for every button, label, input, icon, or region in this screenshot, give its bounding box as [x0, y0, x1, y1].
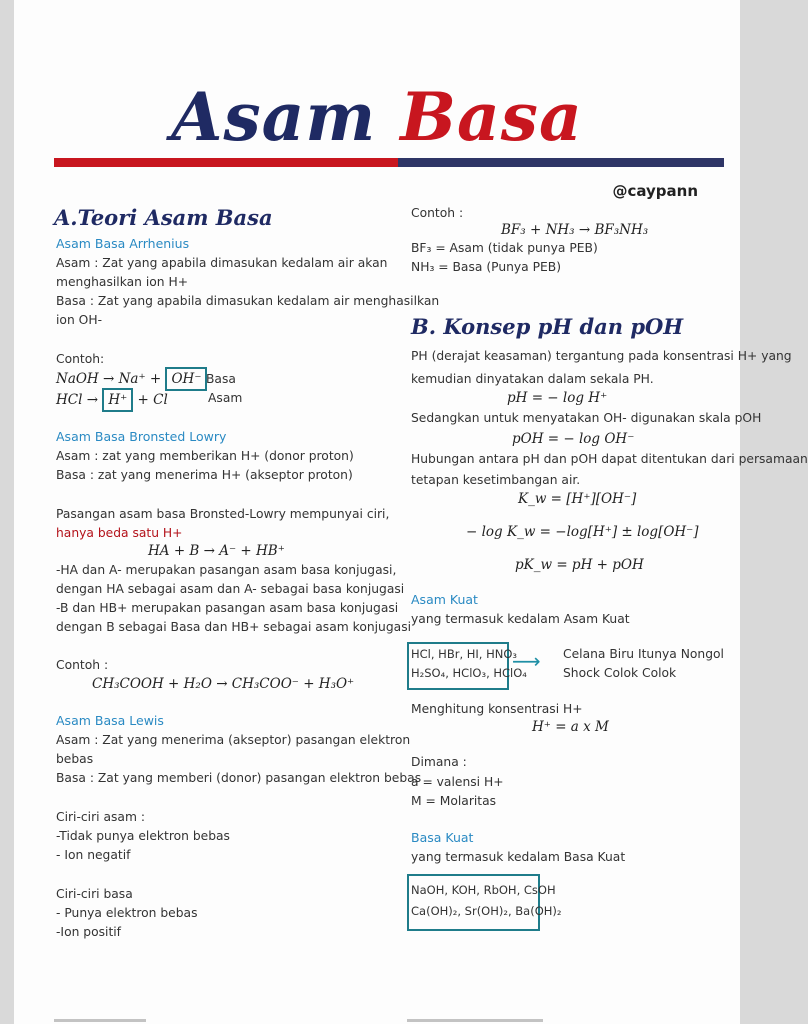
bronsted-note-1: -HA dan A- merupakan pasangan asam basa konjugasi, — [56, 563, 397, 577]
eq1-text: NaOH → Na⁺ + — [56, 371, 166, 387]
lewis-title: Asam Basa Lewis — [56, 713, 164, 728]
asam-kuat-desc: yang termasuk kedalam Asam Kuat — [411, 612, 630, 626]
asam-kuat-list-2: H₂SO₄, HClO₃, HClO₄ — [411, 666, 527, 680]
bronsted-note-2: dengan HA sebagai asam dan A- sebagai basa konjugasi — [56, 582, 405, 596]
dimana-label: Dimana : — [411, 755, 467, 769]
title-underline-navy — [398, 158, 724, 167]
arrhenius-eq-2 — [56, 392, 168, 408]
lewis-example-line-1: BF₃ = Asam (tidak punya PEB) — [411, 241, 598, 255]
bronsted-pasangan-2: hanya beda satu H+ — [56, 526, 183, 540]
ciri-basa-item: - Punya elektron bebas — [56, 906, 198, 920]
ph-line-1: PH (derajat keasaman) tergantung pada konsentrasi H+ yang — [411, 349, 792, 363]
contoh-label-2: Contoh : — [56, 658, 109, 672]
bronsted-example-eq: CH₃COOH + H₂O → CH₃COO⁻ + H₃O⁺ — [92, 676, 355, 692]
arrhenius-eq-1 — [56, 371, 207, 387]
lewis-basa: Basa : Zat yang memberi (donor) pasangan elektron bebas — [56, 771, 422, 785]
eq2-type: Asam — [208, 391, 243, 405]
ciri-asam-title: Ciri-ciri asam : — [56, 810, 145, 824]
basa-kuat-list-2: Ca(OH)₂, Sr(OH)₂, Ba(OH)₂ — [411, 904, 562, 918]
asam-kuat-list-1: HCl, HBr, HI, HNO₃ — [411, 647, 518, 661]
oh-boxed: OH⁻ — [165, 367, 207, 391]
pkw-equation: pK_w = pH + pOH — [515, 557, 644, 573]
dimana-a: a = valensi H+ — [411, 775, 504, 789]
log-kw-equation: − log K_w = −log[H⁺] ± log[OH⁻] — [466, 524, 699, 540]
arrhenius-asam-1: Asam : Zat yang apabila dimasukan kedalam air akan — [56, 256, 388, 270]
title-basa: Basa — [400, 78, 583, 156]
mnemonic-2: Shock Colok Colok — [563, 666, 677, 680]
bronsted-title: Asam Basa Bronsted Lowry — [56, 429, 227, 444]
lewis-example-eq: BF₃ + NH₃ → BF₃NH₃ — [501, 222, 649, 238]
section-a-heading: A.Teori Asam Basa — [54, 205, 273, 230]
section-b-heading: B. Konsep pH dan pOH — [411, 314, 684, 339]
cutoff-text-left — [54, 1019, 146, 1022]
page-title — [14, 78, 740, 156]
arrhenius-title: Asam Basa Arrhenius — [56, 236, 190, 251]
title-underline-red — [54, 158, 398, 167]
hitung-konsentrasi: Menghitung konsentrasi H+ — [411, 702, 583, 716]
ph-line-5: tetapan kesetimbangan air. — [411, 473, 581, 487]
h-concentration-eq: H⁺ = a x M — [532, 719, 609, 735]
bronsted-basa: Basa : zat yang menerima H+ (akseptor proton) — [56, 468, 353, 482]
contoh-label-1: Contoh: — [56, 352, 105, 366]
eq2-text-a: HCl → — [56, 392, 103, 408]
mnemonic-1: Celana Biru Itunya Nongol — [563, 647, 724, 661]
eq2-text-b: + Cl — [133, 392, 168, 408]
ciri-basa-title: Ciri-ciri basa — [56, 887, 133, 901]
ph-line-2: kemudian dinyatakan dalam sekala PH. — [411, 372, 654, 386]
cutoff-text-right — [407, 1019, 543, 1022]
bronsted-note-3: -B dan HB+ merupakan pasangan asam basa konjugasi — [56, 601, 399, 615]
basa-kuat-list-1: NaOH, KOH, RbOH, CsOH — [411, 883, 556, 897]
document-page — [14, 0, 808, 1024]
lewis-asam-1: Asam : Zat yang menerima (akseptor) pasangan elektron — [56, 733, 411, 747]
arrhenius-basa-1: Basa : Zat yang apabila dimasukan kedalam air menghasilkan — [56, 294, 440, 308]
basa-kuat-desc: yang termasuk kedalam Basa Kuat — [411, 850, 626, 864]
h-boxed: H⁺ — [102, 388, 133, 412]
arrhenius-basa-2: ion OH- — [56, 313, 103, 327]
ciri-basa-item: -Ion positif — [56, 925, 122, 939]
ciri-asam-item: - Ion negatif — [56, 848, 131, 862]
asam-kuat-title: Asam Kuat — [411, 592, 478, 607]
arrow-icon: ⟶ — [512, 649, 541, 673]
bronsted-asam: Asam : zat yang memberikan H+ (donor proton) — [56, 449, 354, 463]
ph-line-4: Hubungan antara pH dan pOH dapat ditentukan dari persamaan — [411, 452, 808, 466]
kw-equation: K_w = [H⁺][OH⁻] — [518, 491, 637, 507]
bronsted-pasangan-1: Pasangan asam basa Bronsted-Lowry mempunyai ciri, — [56, 507, 390, 521]
arrhenius-asam-2: menghasilkan ion H+ — [56, 275, 189, 289]
ph-equation: pH = − log H⁺ — [507, 390, 608, 406]
lewis-asam-2: bebas — [56, 752, 94, 766]
ph-line-3: Sedangkan untuk menyatakan OH- digunakan skala pOH — [411, 411, 762, 425]
dimana-m: M = Molaritas — [411, 794, 497, 808]
title-asam: Asam — [171, 78, 377, 156]
author-handle: @caypann — [612, 182, 698, 200]
contoh-label-3: Contoh : — [411, 206, 464, 220]
bronsted-eq: HA + B → A⁻ + HB⁺ — [148, 543, 285, 559]
ciri-asam-item: -Tidak punya elektron bebas — [56, 829, 230, 843]
eq1-type: Basa — [206, 372, 236, 386]
bronsted-note-4: dengan B sebagai Basa dan HB+ sebagai asam konjugasi — [56, 620, 412, 634]
lewis-example-line-2: NH₃ = Basa (Punya PEB) — [411, 260, 562, 274]
basa-kuat-title: Basa Kuat — [411, 830, 474, 845]
poh-equation: pOH = − log OH⁻ — [512, 431, 635, 447]
